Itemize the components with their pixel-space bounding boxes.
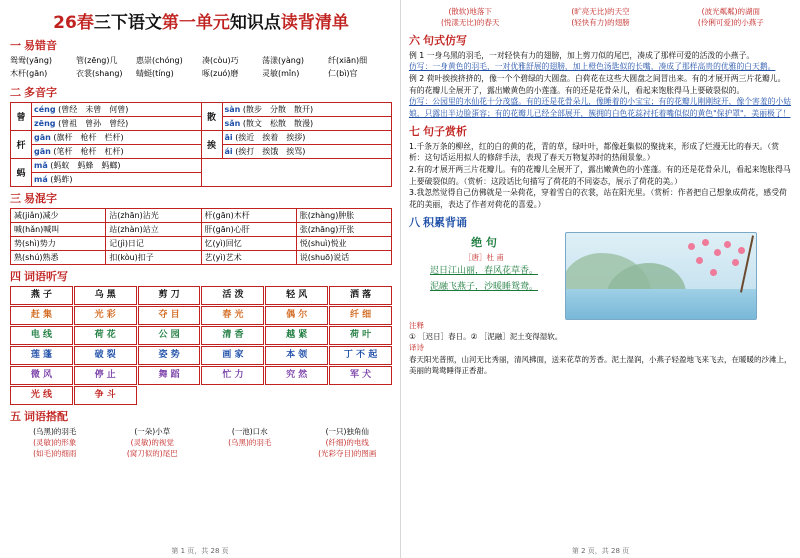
list-item: 管(zēng)几: [76, 56, 118, 65]
grid-cell: 乌 黑: [74, 286, 137, 305]
cell: 悦(shuì)悦业: [296, 236, 391, 250]
pinyin: zēng: [34, 118, 56, 128]
word: (散文 松散 散漫): [242, 118, 314, 128]
word: (蚂蚱): [50, 174, 73, 184]
grid-cell: 丁 不 起: [329, 346, 392, 365]
grid-cell-empty: [329, 386, 392, 405]
poem-text: [409, 232, 559, 320]
page-title: [10, 8, 392, 33]
translation-label: 译诗: [409, 343, 424, 353]
pinyin: gān: [34, 132, 51, 142]
cell: 站(zhàn)站立: [106, 222, 201, 236]
section-name: 句子赏析: [423, 124, 467, 138]
table-row: [11, 222, 392, 236]
section-number: 三: [10, 191, 21, 205]
word: (挨打 挨饿 挨骂): [235, 146, 306, 156]
analysis-line: 3.我忽然觉得自己仿佛就是一朵荷花，穿着雪白的衣裳，站在阳光里。（赏析：作者把自己想象成荷花，感受荷花的美丽，表达了作者对荷花的喜爱。）: [409, 188, 787, 210]
section-name: 词语听写: [24, 269, 68, 283]
section-heading-shangxi: [409, 123, 792, 139]
cell: 喊(hǎn)喊叫: [11, 222, 106, 236]
blossom-dot: [732, 259, 739, 266]
pinyin-word-cell: [32, 116, 202, 130]
grid-cell: 轻 风: [265, 286, 328, 305]
section-heading-beisong: [409, 214, 792, 230]
pinyin-word-cell: [222, 116, 392, 130]
section-number: 六: [409, 33, 420, 47]
poem-line: 泥融飞燕子，沙暖睡鸳鸯。: [429, 281, 538, 292]
char-cell: 散: [201, 102, 222, 130]
dapei-cell: (光彩夺目)的图画: [318, 449, 377, 459]
grid-cell: 剪 刀: [138, 286, 201, 305]
grid-cell: 争 斗: [74, 386, 137, 405]
pinyin: ái: [224, 146, 233, 156]
char-cell: 杆: [11, 130, 32, 158]
list-item: 凑(còu)巧: [202, 56, 239, 65]
blossom-dot: [724, 241, 731, 248]
translation-text: 春天阳光普照，山河无比秀丽，清风拂面，送来花草的芳香。泥土湿润，小燕子轻盈地飞来飞去，在暖暖的沙滩上，美丽的鸳鸯睡得正香甜。: [409, 354, 792, 375]
poem-notes: [409, 320, 792, 376]
grid-cell: 忙 力: [201, 366, 264, 385]
notes-label: 注释: [409, 320, 424, 330]
example-line: 仿写：一身黄色的羽毛，一对优雅舒展的翅膀，加上橙色汤匙似的长嘴，凑成了那样高贵的优雅的白天鹅。: [409, 62, 776, 72]
pinyin-word-cell: [32, 144, 202, 158]
page-right: [400, 0, 800, 558]
pinyin-word-cell: [32, 158, 202, 172]
word: (挨近 挨着 挨拶): [235, 132, 306, 142]
grid-cell: 莲 蓬: [10, 346, 73, 365]
grid-cell: 电 线: [10, 326, 73, 345]
title-part-5: 读背清单: [280, 13, 349, 33]
cell: 忆(yì)回忆: [201, 236, 296, 250]
section-heading-dapei: [10, 408, 392, 424]
list-item: 木杆(gān): [10, 68, 48, 78]
analysis-line: 2.有的才展开两三片花瓣儿。有的花瓣儿全展开了，露出嫩黄色的小莲蓬。有的还是花骨朵儿，看起来饱胀得马上要破裂似的。（赏析：这段话比句描写了荷花的不同姿态，展示了荷花的美。）: [409, 165, 791, 186]
title-part-3: 第一单元: [161, 13, 230, 33]
dapei-row: [10, 448, 392, 459]
dapei-cell: (如毛)的细雨: [33, 449, 77, 459]
yihunzi-table: [10, 208, 392, 265]
cell: 记(jì)日记: [106, 236, 201, 250]
pinyin: āi: [224, 132, 233, 142]
poem-author: ［唐］杜 甫: [464, 252, 504, 262]
section-number: 四: [10, 269, 21, 283]
list-item: 纤(xiān)细: [328, 56, 368, 65]
pinyin-word-cell: [222, 130, 392, 144]
blossom-dot: [696, 257, 703, 264]
word: (旗杆 枪杆 栏杆): [53, 132, 124, 142]
section-number: 一: [10, 39, 21, 52]
list-item: 蜻蜓(tíng): [136, 68, 174, 78]
cell: 张(zhāng)开张: [296, 222, 391, 236]
pairs-row: [409, 6, 792, 17]
dapei-cell: (一只)独角仙: [325, 426, 369, 436]
grid-cell: 光 彩: [74, 306, 137, 325]
grid-cell: 姿 势: [138, 346, 201, 365]
list-item: 惠崇(chóng): [136, 56, 183, 65]
title-part-1: 26春: [53, 13, 94, 33]
grid-cell-empty: [138, 386, 201, 405]
cell: 熟(shú)熟悉: [11, 250, 106, 264]
pair-cell: (散软)地落下: [448, 7, 492, 16]
grid-cell: 荷 花: [74, 326, 137, 345]
grid-cell-empty: [201, 386, 264, 405]
example-line: 例 1 一身乌黑的羽毛，一对轻快有力的翅膀，加上剪刀似的尾巴，凑成了那样可爱的活泼的小燕子。: [409, 50, 755, 60]
table-row: [11, 158, 392, 172]
grid-cell: 洒 落: [329, 286, 392, 305]
fangxie-block: [409, 50, 792, 120]
page-footer-right: 第 2 页，共 28 页: [571, 547, 630, 555]
dapei-cell: (乌黑)的羽毛: [228, 437, 272, 447]
list-item: 鸳鸯(yāng): [10, 56, 53, 65]
grid-cell: 公 园: [138, 326, 201, 345]
section-name: 句式仿写: [423, 33, 467, 47]
dapei-row: [10, 426, 392, 437]
section-heading-yihunzi: [10, 190, 392, 206]
pair-cell: (旷亮无比)的天空: [571, 7, 630, 16]
poem-illustration: [565, 232, 757, 320]
list-item: 啄(zuó)磨: [202, 68, 239, 78]
grid-cell: 偶 尔: [265, 306, 328, 325]
section-number: 二: [10, 85, 21, 99]
dapei-block: [10, 426, 392, 460]
grid-cell: 军 犬: [329, 366, 392, 385]
pinyin: sàn: [224, 104, 241, 114]
table-row: [11, 236, 392, 250]
duoyinzi-table: [10, 102, 392, 187]
grid-cell: 画 家: [201, 346, 264, 365]
shangxi-block: [409, 141, 792, 211]
section-heading-yicuoyin: [10, 37, 392, 53]
pair-cell: (伶俐可爱)的小燕子: [697, 18, 764, 28]
dapei-cell: (纤细)的电线: [325, 437, 369, 447]
pinyin: sǎn: [224, 118, 241, 128]
pinyin-word-cell: [222, 102, 392, 116]
section-heading-duoyinzi: [10, 84, 392, 100]
grid-cell: 光 线: [10, 386, 73, 405]
section-heading-fangxie: [409, 32, 792, 48]
cell: 减(jiǎn)减少: [11, 208, 106, 222]
grid-cell: 燕 子: [10, 286, 73, 305]
pinyin: mǎ: [34, 160, 48, 170]
section-name: 词语搭配: [24, 409, 68, 423]
word: (散步 分散 散开): [242, 104, 314, 114]
cell: 沾(zhān)沾光: [106, 208, 201, 222]
pairs-row: [409, 17, 792, 28]
pinyin: gān: [34, 146, 51, 156]
dapei-cell: (灵敏)的形象: [33, 437, 77, 447]
note-line: ① ［迟日］春日。② ［泥融］泥土变得湿软。: [409, 332, 563, 341]
grid-cell: 微 风: [10, 366, 73, 385]
blossom-cluster: [680, 237, 750, 297]
grid-cell: 赶 集: [10, 306, 73, 325]
cell: 胀(zhàng)肿胀: [296, 208, 391, 222]
title-part-4: 知识点: [229, 13, 281, 33]
pinyin-word-cell: [32, 172, 202, 186]
table-row: [11, 208, 392, 222]
word: (曾祖 曾孙 曾经): [58, 118, 129, 128]
grid-cell: 舞 蹈: [138, 366, 201, 385]
cell: 艺(yì)艺术: [201, 250, 296, 264]
section-name: 多音字: [24, 85, 57, 99]
poem-block: [409, 232, 792, 320]
section-number: 八: [409, 215, 420, 229]
list-item: 仁(bì)官: [328, 68, 358, 78]
cell: 肝(gān)心肝: [201, 222, 296, 236]
list-item: 荡漾(yàng): [262, 56, 305, 65]
poem-line: 迟日江山丽，春风花草香。: [429, 265, 538, 276]
title-part-2: 三下语文: [93, 13, 162, 33]
grid-cell: 本 领: [265, 346, 328, 365]
char-cell: 蚂: [11, 158, 32, 186]
section-name: 易错音: [24, 39, 57, 52]
pinyin: céng: [34, 104, 56, 114]
grid-cell: 破 裂: [74, 346, 137, 365]
pinyin-word-cell: [32, 102, 202, 116]
word: (蚂蚁 蚂蜂 蚂螂): [50, 160, 121, 170]
section-number: 五: [10, 409, 21, 423]
grid-cell: 究 然: [265, 366, 328, 385]
pair-cell: (轻快有力)的翅膀: [571, 18, 630, 28]
word: (笔杆 枪杆 杠杆): [53, 146, 124, 156]
cell: 势(shì)势力: [11, 236, 106, 250]
top-pairs-block: [409, 6, 792, 29]
yicuoyin-list: [10, 55, 392, 81]
blossom-dot: [738, 247, 745, 254]
grid-cell: 春 光: [201, 306, 264, 325]
grid-cell: 清 香: [201, 326, 264, 345]
pair-cell: (波光粼粼)的湖面: [701, 7, 760, 16]
blossom-dot: [714, 249, 721, 256]
list-item: 灵敏(mǐn): [262, 68, 300, 78]
dapei-row: [10, 437, 392, 448]
table-row: [11, 130, 392, 144]
blossom-dot: [702, 239, 709, 246]
tingxie-grid: [10, 286, 392, 405]
dapei-cell: [205, 448, 295, 459]
grid-cell: 停 止: [74, 366, 137, 385]
pinyin-word-cell: [32, 130, 202, 144]
grid-cell: 夺 目: [138, 306, 201, 325]
dapei-cell: (窝刀似的)尾巴: [126, 449, 178, 459]
empty-cell: [201, 158, 392, 186]
analysis-line: 1.千条万条的柳丝，红的白的黄的花，青的草，绿叶叶，都像赶集似的聚拢来，形成了烂漫无比的春天。（赏析：这句话运用拟人的修辞手法，表现了春天万物复苏时的热闹景象。）: [409, 141, 779, 163]
section-heading-tingxie: [10, 268, 392, 284]
section-name: 易混字: [24, 191, 57, 205]
example-line: 仿写：公园里的水仙花十分茂盛。有的还是花骨朵儿，像睡着的小宝宝；有的花瓣儿刚刚绽开，像个害羞的小姑娘，只露出半边脸蛋容；有的花瓣儿已经全部展开，簇拥的白色花蕊衬托着嘴似似的黄色"保护罩"，美丽极了！: [409, 97, 792, 118]
grid-cell: 荷 叶: [329, 326, 392, 345]
cell: 杆(gān)木杆: [201, 208, 296, 222]
dapei-cell: (一朵)小草: [134, 426, 171, 436]
pinyin: má: [34, 174, 48, 184]
page-footer-left: 第 1 页，共 28 页: [171, 547, 229, 555]
dapei-cell: (乌黑)的羽毛: [33, 426, 77, 436]
word: (曾经 未曾 何曾): [58, 104, 129, 114]
section-number: 七: [409, 124, 420, 138]
section-name: 积累背诵: [423, 215, 467, 229]
cell: 扣(kòu)扣子: [106, 250, 201, 264]
blossom-dot: [688, 243, 695, 250]
blossom-dot: [710, 269, 717, 276]
dapei-cell: (灵敏)的视觉: [130, 437, 174, 447]
grid-cell: 越 紧: [265, 326, 328, 345]
grid-cell-empty: [265, 386, 328, 405]
char-cell: 曾: [11, 102, 32, 130]
char-cell: 挨: [201, 130, 222, 158]
cell: 说(shuō)说话: [296, 250, 391, 264]
table-row: [11, 102, 392, 116]
list-item: 衣裳(shang): [76, 68, 123, 78]
table-row: [11, 250, 392, 264]
grid-cell: 纤 细: [329, 306, 392, 325]
example-line: 例 2 荷叶挨挨挤挤的，像一个个碧绿的大圆盘。白荷花在这些大圆盘之间冒出来。有的才展开两三片花瓣儿。有的花瓣儿全展开了，露出嫩黄色的小莲蓬。有的还是花骨朵儿，看起来饱胀得马上要破裂似的。: [409, 73, 786, 95]
poem-title: 绝 句: [471, 235, 497, 249]
pair-cell: (悦漾无比)的春天: [440, 18, 500, 28]
grid-cell: 活 泼: [201, 286, 264, 305]
pinyin-word-cell: [222, 144, 392, 158]
dapei-cell: (一池)口水: [231, 426, 268, 436]
